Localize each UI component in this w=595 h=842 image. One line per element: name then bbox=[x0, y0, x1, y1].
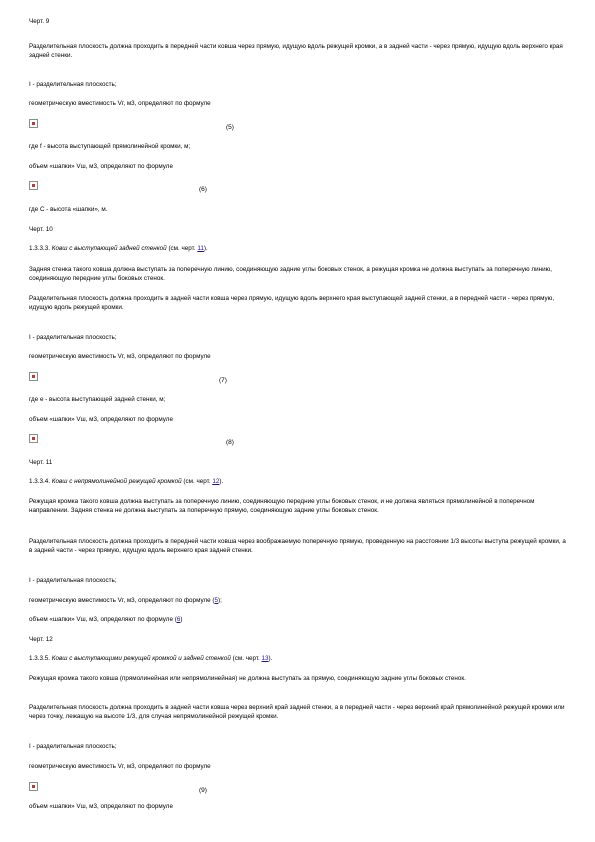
broken-image-icon bbox=[29, 782, 38, 791]
formula-intro bbox=[29, 596, 569, 605]
formula-intro-text: геометрическую вместимость Vг, м3, определяют по формуле ( bbox=[29, 597, 215, 604]
section-number: 1.3.3.5. bbox=[29, 655, 51, 662]
legend-line: I - разделительная плоскость; bbox=[29, 743, 117, 750]
section-title: Ковш с непрямолинейной режущей кромкой bbox=[51, 478, 182, 485]
ref-prefix: (см. черт. bbox=[183, 478, 213, 485]
paragraph: Разделительная плоскость должна проходить в задней части ковша через верхний край задней стенки, а в передней части - через верхний край прямолинейной режущей кромки или через точку, лежащую на высоте 1/3, для случая непрямолинейной режущей кромки. bbox=[29, 704, 565, 720]
section-title: Ковш с выступающей задней стенкой bbox=[51, 245, 167, 252]
section-heading bbox=[29, 477, 569, 486]
where-line: где e - высота выступающей задней стенки, м; bbox=[29, 396, 166, 403]
formula-intro: геометрическую вместимость Vг, м3, определяют по формуле bbox=[29, 100, 211, 107]
formula-number-5: (5) bbox=[226, 124, 234, 131]
chart-link-11[interactable]: 11 bbox=[197, 245, 204, 252]
paragraph: Режущая кромка такого ковша должна выступать за поперечную линию, соединяющую передние углы боковых стенок, и не должна являться прямолинейной в поперечном направлении. Задняя стенка не должна выступать за поперечную прямую, соединяющую задние углы боковых стенок. bbox=[29, 498, 535, 514]
section-number: 1.3.3.3. bbox=[29, 245, 51, 252]
chart-caption-11: Черт. 11 bbox=[29, 459, 53, 466]
where-line: где f - высота выступающей прямолинейной кромки, м; bbox=[29, 143, 191, 150]
formula-number-8: (8) bbox=[226, 439, 234, 446]
chart-caption-10: Черт. 10 bbox=[29, 226, 53, 233]
formula-intro: геометрическую вместимость Vг, м3, определяют по формуле bbox=[29, 763, 211, 770]
ref-suffix: ). bbox=[219, 478, 224, 485]
formula-number-7: (7) bbox=[219, 377, 227, 384]
chart-link-12[interactable]: 12 bbox=[212, 478, 220, 485]
paragraph: Режущая кромка такого ковша (прямолинейная или непрямолинейная) не должна выступать за прямую, соединяющую задние углы боковых стенок. bbox=[29, 675, 466, 682]
where-line: где С - высота «шапки», м. bbox=[29, 206, 108, 213]
broken-image-icon bbox=[29, 119, 38, 128]
legend-line: I - разделительная плоскость; bbox=[29, 81, 117, 88]
formula-intro-end: ); bbox=[218, 597, 222, 604]
chart-caption-12: Черт. 12 bbox=[29, 636, 53, 643]
legend-line: I - разделительная плоскость; bbox=[29, 334, 117, 341]
section-number: 1.3.3.4. bbox=[29, 478, 51, 485]
broken-image-icon bbox=[29, 181, 38, 190]
paragraph: Разделительная плоскость должна проходить в задней части ковша через прямую, идущую вдоль верхнего края выступающей задней стенки, а в передней части - через прямую, идущую вдоль режущей кромки. bbox=[29, 295, 555, 311]
ref-prefix: (см. черт. bbox=[168, 245, 198, 252]
formula-intro: объем «шапки» Vш, м3, определяют по формуле bbox=[29, 803, 173, 810]
formula-intro: объем «шапки» Vш, м3, определяют по формуле bbox=[29, 163, 173, 170]
paragraph: Разделительная плоскость должна проходить в передней части ковша через прямую, идущую вдоль режущей кромки, а в задней части - через прямую, идущую вдоль верхнего края задней стенки. bbox=[29, 43, 563, 59]
formula-intro bbox=[29, 615, 569, 624]
paragraph: Разделительная плоскость должна проходить в передней части ковша через воображаемую поперечную прямую, проведенную на расстоянии 1/3 высоты выступа режущей кромки, а в задней части - через прямую, идущую вдоль верхнего края задней стенки. bbox=[29, 538, 566, 554]
section-title: Ковш с выступающими режущей кромкой и задней стенкой bbox=[51, 655, 231, 662]
ref-prefix: (см. черт. bbox=[232, 655, 262, 662]
chart-caption-9: Черт. 9 bbox=[29, 18, 50, 25]
formula-intro-end: ) bbox=[180, 616, 183, 623]
legend-line: I - разделительная плоскость; bbox=[29, 577, 117, 584]
formula-link-6[interactable]: 6 bbox=[176, 616, 181, 623]
paragraph: Задняя стенка такого ковша должна выступать за поперечную линию, соединяющую задние углы боковых стенок, а режущая кромка не должна выступать за поперечную линию, соединяющую передние углы боковых стенок. bbox=[29, 266, 553, 282]
broken-image-icon bbox=[29, 372, 38, 381]
broken-image-icon bbox=[29, 434, 38, 443]
section-heading bbox=[29, 654, 569, 663]
formula-number-6: (6) bbox=[199, 186, 207, 193]
formula-link-5[interactable]: 5 bbox=[214, 597, 219, 604]
chart-link-13[interactable]: 13 bbox=[261, 655, 269, 662]
formula-intro: геометрическую вместимость Vг, м3, определяют по формуле bbox=[29, 353, 211, 360]
ref-suffix: ). bbox=[203, 245, 208, 252]
formula-intro: объем «шапки» Vш, м3, определяют по формуле bbox=[29, 416, 173, 423]
formula-number-9: (9) bbox=[199, 787, 207, 794]
formula-intro-text: объем «шапки» Vш, м3, определяют по формуле ( bbox=[29, 616, 177, 623]
section-heading bbox=[29, 244, 569, 253]
ref-suffix: ). bbox=[268, 655, 273, 662]
